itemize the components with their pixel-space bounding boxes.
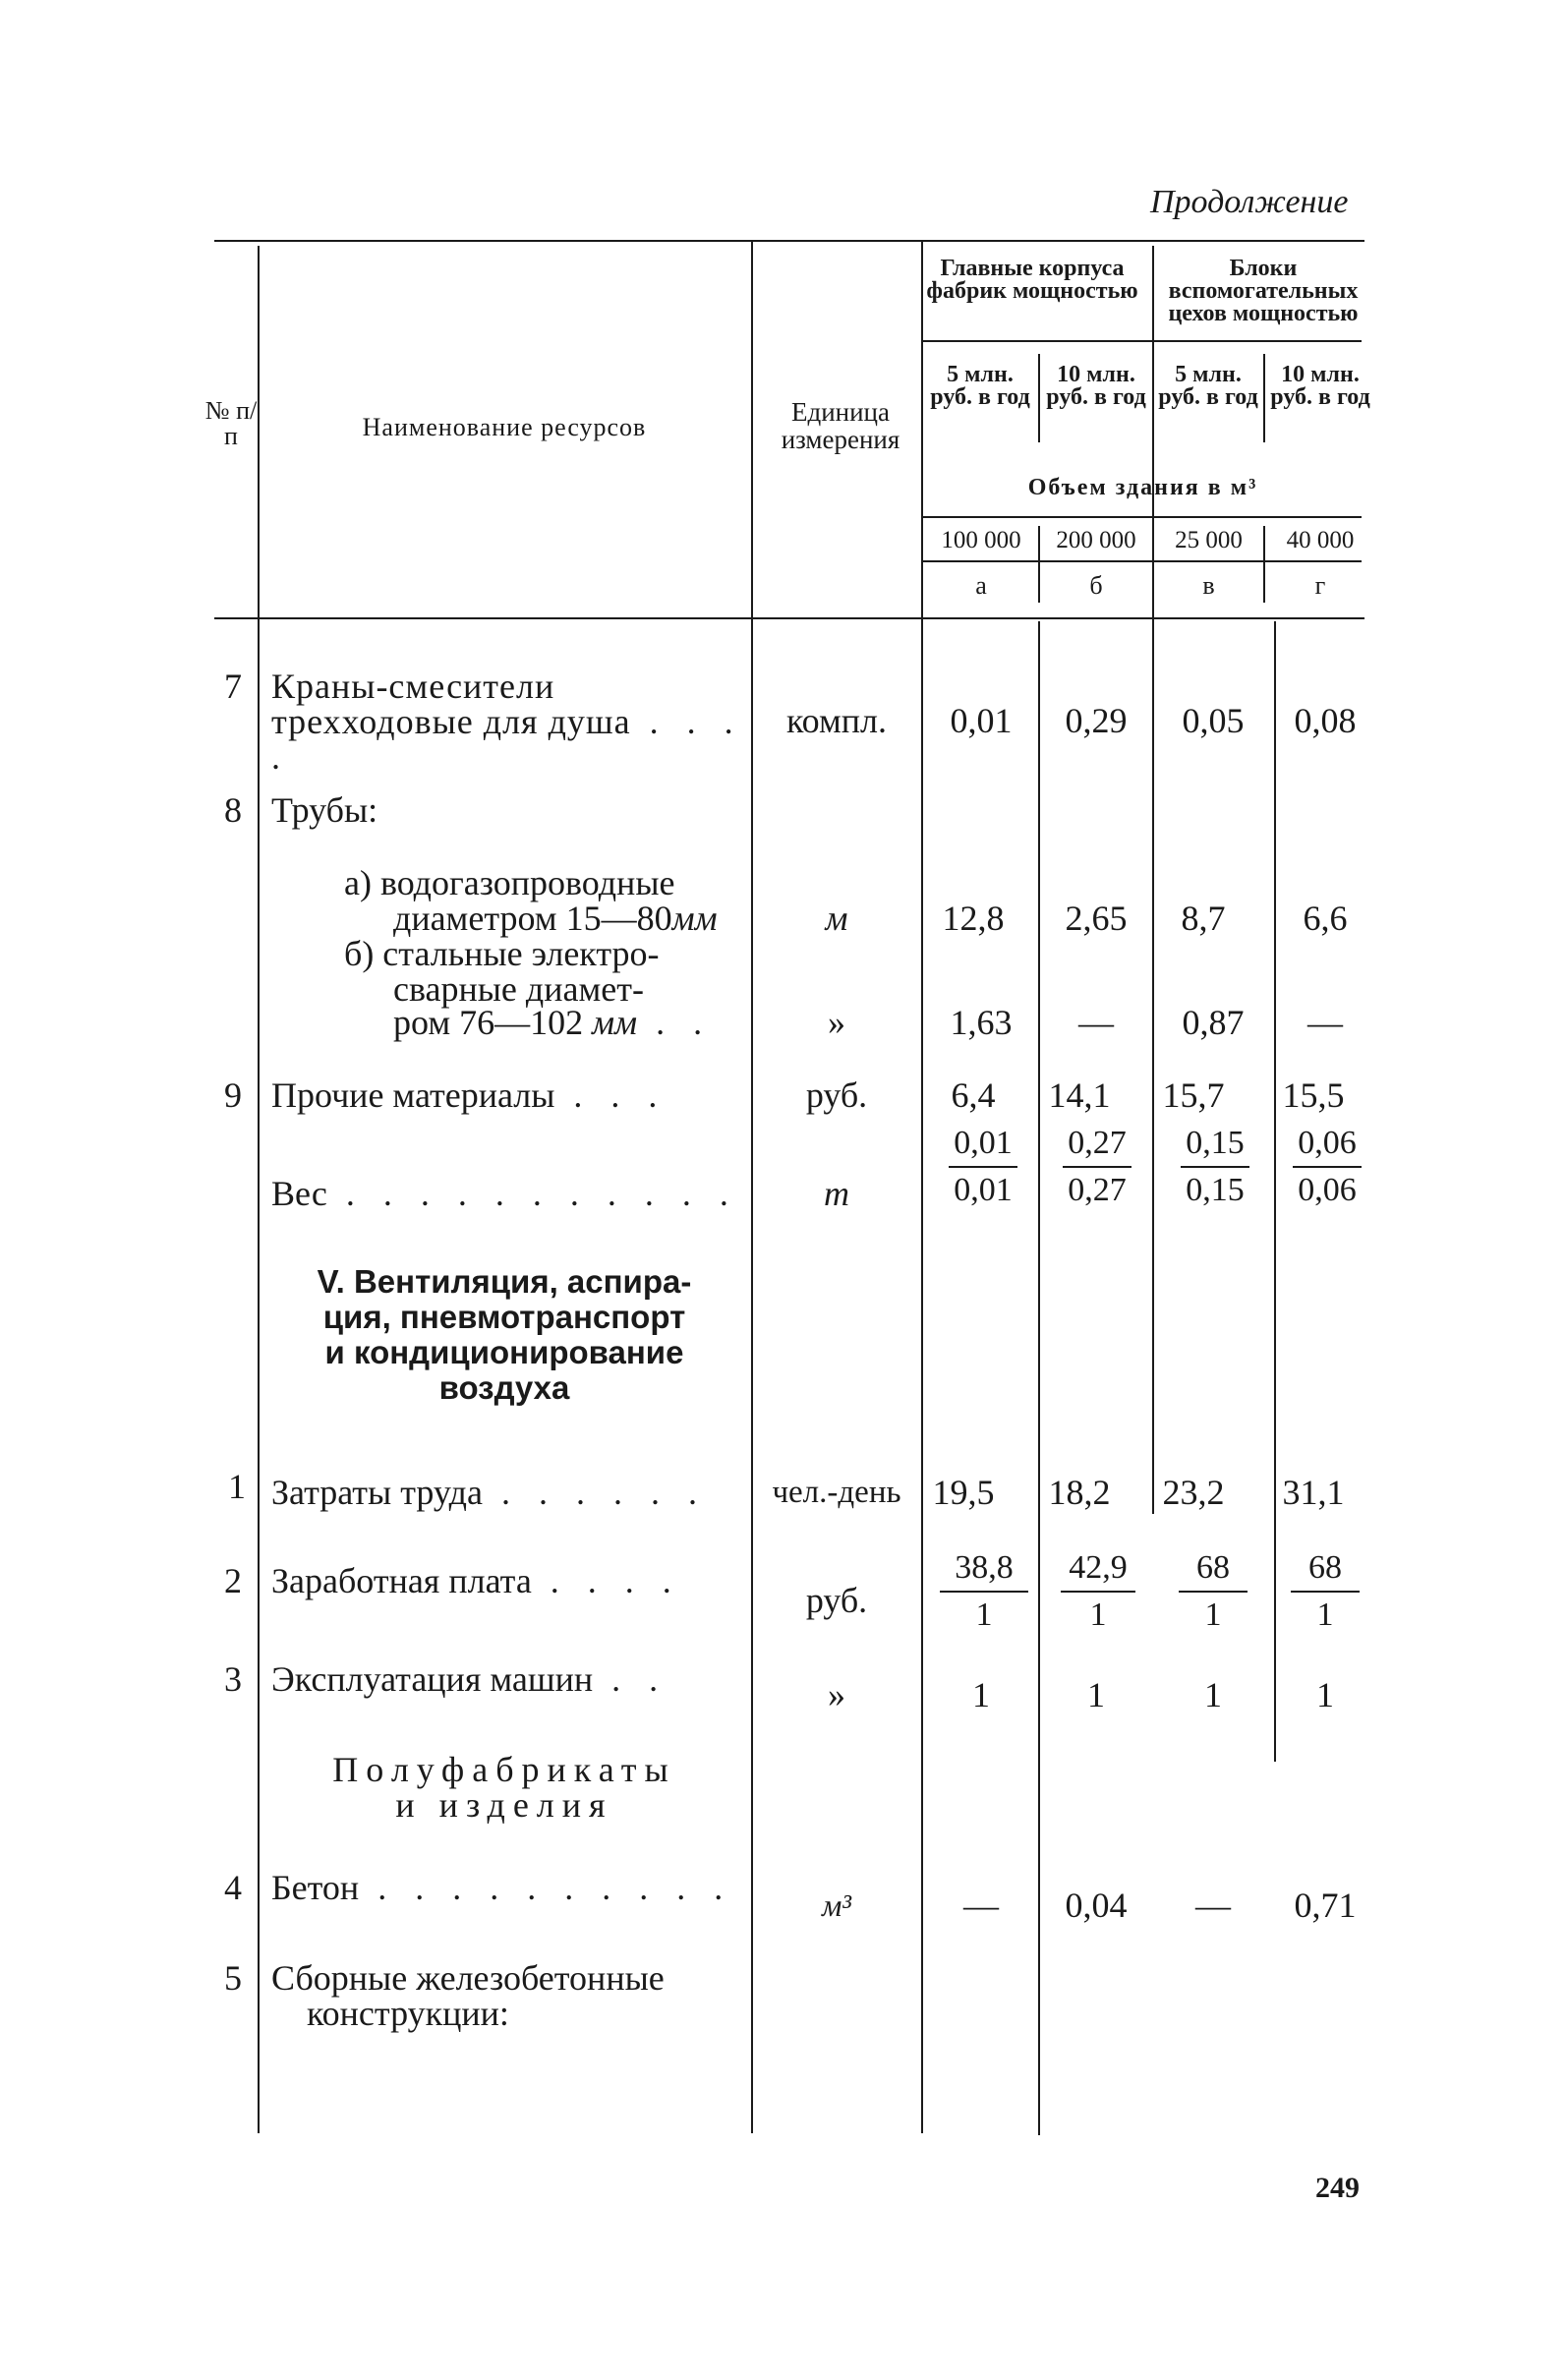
row-no: 2 <box>224 1561 242 1600</box>
row-name-text: Затраты труда <box>271 1473 483 1512</box>
cell-g: 15,5 <box>1282 1075 1345 1115</box>
cell-b: 14,1 <box>1048 1075 1111 1115</box>
header-col-unit: Единица измерения <box>781 397 900 454</box>
row-name <box>271 1176 738 1211</box>
cell-v: 8,7 <box>1181 899 1226 938</box>
row-unit: м³ <box>821 1887 851 1923</box>
header-vol-4: 40 000 <box>1286 527 1355 553</box>
row-name-text: диаметром 15—80 <box>393 899 672 938</box>
header-letter-1: а <box>975 571 987 600</box>
cell-b: 18,2 <box>1048 1473 1111 1512</box>
row-no: 3 <box>224 1659 242 1699</box>
row-unit: т <box>824 1174 849 1213</box>
row-unit: компл. <box>786 701 887 740</box>
denominator: 0,27 <box>1068 1172 1127 1208</box>
weight-fraction-a <box>934 1127 1032 1207</box>
section-title: воздуха <box>438 1369 570 1406</box>
cell-v: — <box>1195 1886 1231 1925</box>
cell-g: 6,6 <box>1303 899 1348 938</box>
row-name <box>271 1563 681 1598</box>
cell-b: — <box>1078 1003 1114 1042</box>
header-volume: Объем здания в м³ <box>1027 475 1258 500</box>
row-name: а) водогазопроводные <box>344 863 675 902</box>
row-unit: » <box>828 1675 845 1714</box>
header-vol-3: 25 000 <box>1175 527 1243 553</box>
header-group-main: Главные корпуса фабрик мощностью <box>926 256 1138 304</box>
row-name <box>393 900 718 936</box>
header-cap-2: 10 млн. руб. в год <box>1046 362 1146 410</box>
table-header-bottom-rule <box>214 617 1364 619</box>
unit-mm: мм <box>592 1003 638 1042</box>
row-name-text: Заработная плата <box>271 1561 532 1600</box>
subsection-title: Полуфабрикаты <box>332 1750 676 1789</box>
cell-a: — <box>963 1886 999 1925</box>
cell-a: 1 <box>972 1675 990 1714</box>
fraction-bar <box>1291 1591 1360 1593</box>
numerator: 38,8 <box>955 1549 1014 1586</box>
weight-fraction-b <box>1046 1127 1148 1207</box>
leader-dots: . . . <box>554 1075 667 1115</box>
row-no: 7 <box>224 667 242 706</box>
row-name: Трубы: <box>271 790 378 830</box>
header-letter-4: г <box>1314 571 1326 600</box>
col-divider-1 <box>258 246 260 2133</box>
row-no: 9 <box>224 1075 242 1115</box>
denominator: 1 <box>1089 1596 1107 1633</box>
cell-v: 1 <box>1204 1675 1222 1714</box>
numerator: 0,15 <box>1186 1125 1245 1161</box>
row-name: б) стальные электро- <box>344 934 660 973</box>
numerator: 42,9 <box>1069 1549 1128 1586</box>
table-top-rule <box>214 240 1364 242</box>
denominator: 0,15 <box>1186 1172 1245 1208</box>
group-rule <box>921 340 1362 342</box>
cell-v: 0,05 <box>1182 701 1245 740</box>
row-unit: руб. <box>805 1581 868 1620</box>
fraction-bar <box>1063 1166 1132 1168</box>
fraction-g <box>1276 1551 1374 1632</box>
row-name <box>271 1077 667 1113</box>
denominator: 0,01 <box>954 1172 1013 1208</box>
capacity-rule <box>921 516 1362 518</box>
denominator: 1 <box>1204 1596 1222 1633</box>
row-name-text: Вес <box>271 1174 327 1213</box>
row-name <box>271 1870 732 1905</box>
col-divider-6-header <box>1263 354 1265 442</box>
volume-rule <box>921 560 1362 562</box>
fraction-v <box>1164 1551 1262 1632</box>
cell-g: 0,08 <box>1294 701 1357 740</box>
cell-b: 1 <box>1087 1675 1105 1714</box>
fraction-bar <box>1181 1166 1249 1168</box>
header-cap-1: 5 млн. руб. в год <box>930 362 1030 410</box>
header-letter-3: в <box>1202 571 1215 600</box>
numerator: 0,06 <box>1298 1125 1357 1161</box>
cell-b: 0,29 <box>1065 701 1128 740</box>
header-cap-4: 10 млн. руб. в год <box>1270 362 1370 410</box>
cell-a: 6,4 <box>951 1075 996 1115</box>
col-divider-6-volume <box>1263 526 1265 603</box>
row-name-text: Краны-смесители трехходовые для душа <box>271 667 631 741</box>
row-name <box>271 1661 667 1697</box>
row-name <box>393 1005 712 1040</box>
fraction-bar <box>1061 1591 1135 1593</box>
cell-g: — <box>1307 1003 1343 1042</box>
row-name <box>271 1475 707 1510</box>
row-name: сварные диамет- <box>393 969 644 1009</box>
cell-g: 0,71 <box>1294 1886 1357 1925</box>
numerator: 0,01 <box>954 1125 1013 1161</box>
denominator: 1 <box>1316 1596 1334 1633</box>
cell-g: 31,1 <box>1282 1473 1345 1512</box>
header-vol-2: 200 000 <box>1056 527 1136 553</box>
header-col-name: Наименование ресурсов <box>362 413 647 441</box>
cell-a: 19,5 <box>932 1473 995 1512</box>
leader-dots: . . . . <box>531 1561 681 1600</box>
row-name: Сборные железобетонные <box>271 1958 665 1998</box>
leader-dots: . . . . . . . . . . . <box>326 1174 738 1213</box>
section-title: V. Вентиляция, аспира- <box>317 1263 692 1300</box>
header-letter-2: б <box>1089 571 1103 600</box>
row-name-text: Бетон <box>271 1868 360 1907</box>
fraction-bar <box>949 1166 1017 1168</box>
row-unit: руб. <box>805 1075 868 1115</box>
leader-dots: . . <box>637 1003 713 1042</box>
leader-dots: . . . . <box>271 702 743 777</box>
fraction-bar <box>1293 1166 1362 1168</box>
leader-dots: . . <box>593 1659 668 1699</box>
leader-dots: . . . . . . . . . . <box>359 1868 733 1907</box>
cell-v: 23,2 <box>1162 1473 1225 1512</box>
leader-dots: . . . . . . <box>482 1473 707 1512</box>
cell-b: 0,04 <box>1065 1886 1128 1925</box>
header-cap-3: 5 млн. руб. в год <box>1158 362 1258 410</box>
row-unit: » <box>828 1003 845 1042</box>
cell-a: 12,8 <box>942 899 1005 938</box>
row-no: 8 <box>224 790 242 830</box>
cell-a: 1,63 <box>950 1003 1013 1042</box>
header-group-aux: Блоки вспомогательных цехов мощностью <box>1168 256 1359 326</box>
cell-a: 0,01 <box>950 701 1013 740</box>
cell-v: 15,7 <box>1162 1075 1225 1115</box>
row-no: 1 <box>228 1467 246 1506</box>
weight-fraction-v <box>1164 1127 1266 1207</box>
numerator: 0,27 <box>1068 1125 1127 1161</box>
row-unit: чел.-день <box>772 1475 901 1510</box>
col-divider-3 <box>921 240 923 2133</box>
numerator: 68 <box>1196 1549 1230 1586</box>
weight-fraction-g <box>1278 1127 1376 1207</box>
numerator: 68 <box>1308 1549 1342 1586</box>
row-name-text: Прочие материалы <box>271 1075 555 1115</box>
header-vol-1: 100 000 <box>941 527 1021 553</box>
col-divider-5 <box>1152 246 1154 1514</box>
row-name-text: Эксплуатация машин <box>271 1659 594 1699</box>
fraction-a <box>930 1551 1038 1632</box>
section-title: ция, пневмотранспорт <box>322 1299 686 1335</box>
cell-g: 1 <box>1316 1675 1334 1714</box>
row-unit: м <box>825 899 848 938</box>
subsection-title: и изделия <box>395 1785 613 1825</box>
row-name-text: ром 76—102 <box>393 1003 584 1042</box>
running-header: Продолжение <box>1150 184 1349 220</box>
row-name: конструкции: <box>307 1994 509 2033</box>
fraction-bar <box>1179 1591 1248 1593</box>
section-title: и кондиционирование <box>324 1334 684 1370</box>
cell-v: 0,87 <box>1182 1003 1245 1042</box>
fraction-bar <box>940 1591 1028 1593</box>
row-name <box>271 668 743 775</box>
row-no: 4 <box>224 1868 242 1907</box>
cell-b: 2,65 <box>1065 899 1128 938</box>
header-col-no: № п/п <box>204 396 258 450</box>
page-number: 249 <box>1315 2172 1360 2204</box>
unit-mm: мм <box>671 899 718 938</box>
denominator: 0,06 <box>1298 1172 1357 1208</box>
denominator: 1 <box>975 1596 993 1633</box>
fraction-b <box>1042 1551 1154 1632</box>
row-no: 5 <box>224 1958 242 1998</box>
